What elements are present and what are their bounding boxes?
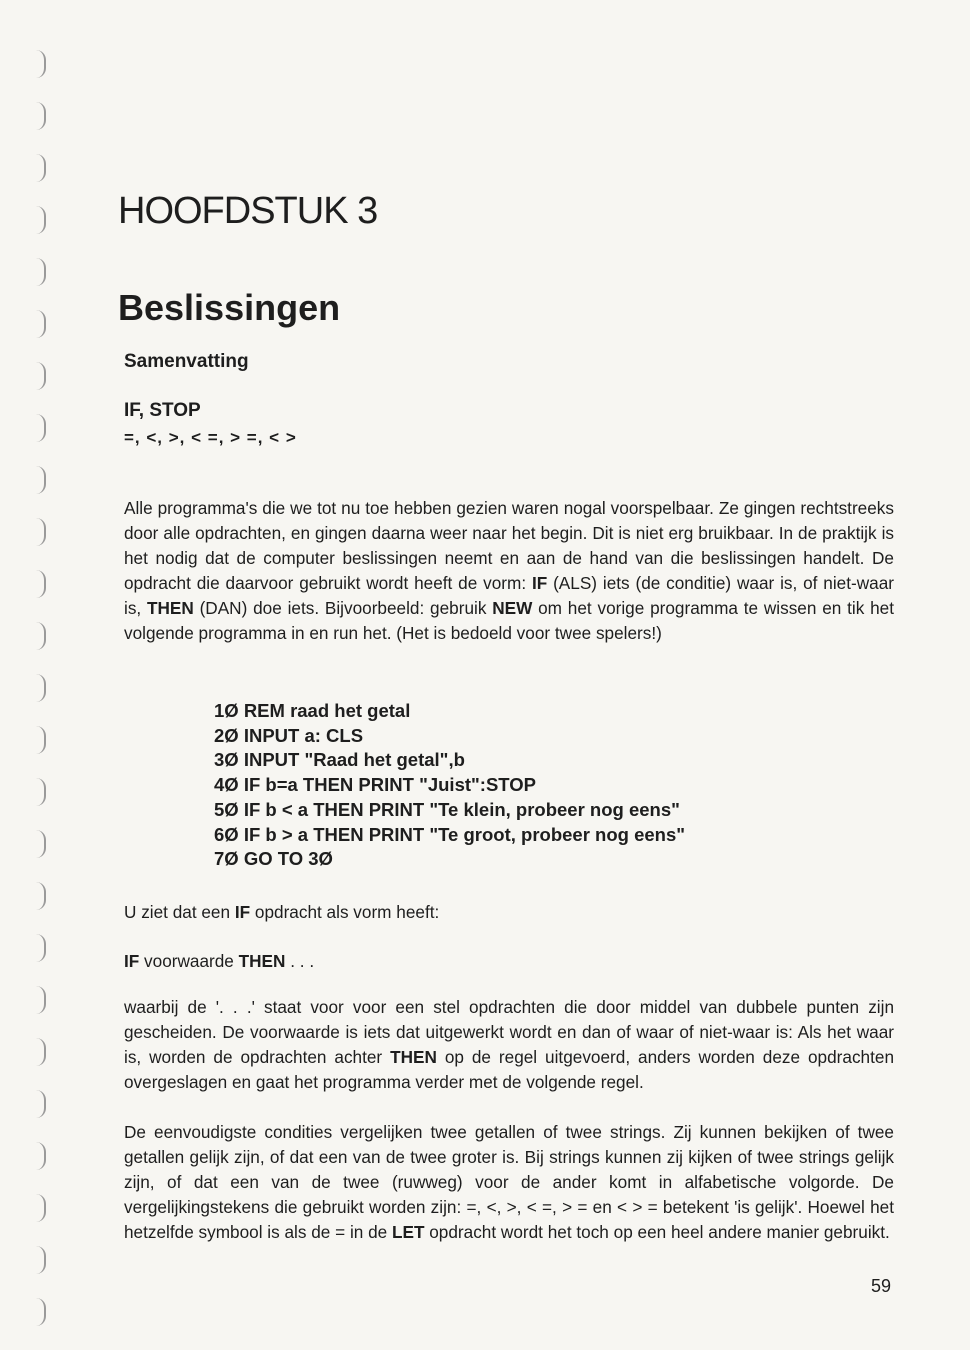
chapter-title: Beslissingen bbox=[118, 287, 341, 328]
code-line: 7Ø GO TO 3Ø bbox=[214, 848, 333, 870]
code-line: 6Ø IF b > a THEN PRINT "Te groot, probeer nog eens" bbox=[214, 823, 686, 845]
summary-keywords: IF, STOP bbox=[124, 400, 201, 421]
code-line: 1Ø REM raad het getal bbox=[214, 700, 411, 721]
code-line: 4Ø IF b=a THEN PRINT "Juist":STOP bbox=[214, 774, 536, 796]
summary-operators: =, <, >, < =, > =, < > bbox=[124, 428, 297, 447]
form-intro-paragraph: U ziet dat een IF opdracht als vorm heeft: bbox=[124, 902, 440, 922]
code-line: 3Ø INPUT "Raad het getal",b bbox=[214, 749, 465, 771]
form-syntax: IF voorwaarde THEN . . . bbox=[124, 951, 315, 971]
code-line: 2Ø INPUT a: CLS bbox=[214, 724, 364, 746]
chapter-heading: HOOFDSTUK 3 bbox=[118, 190, 378, 232]
code-listing bbox=[214, 699, 685, 872]
conditions-paragraph: De eenvoudigste condities vergelijken twee getallen of twee strings. Zij kunnen bekijken of twee getallen gelijk zijn, of dat een van de twee groter is. Bij strings kunnen zij kijken of twee strings gelijk zijn, of dat een van de twee (ruwweg) voor de ander komt in alfabetische volgorde. De vergelijkingstekens die gebruikt worden zijn: =, <, >, < =, > = en < > = betekent 'is gelijk'. Hoewel het hetzelfde symbool is als de = in de LET opdracht wordt het toch op een heel andere manier gebruikt. bbox=[124, 1122, 894, 1242]
page-number: 59 bbox=[871, 1276, 892, 1296]
code-line: 5Ø IF b < a THEN PRINT "Te klein, probeer nog eens" bbox=[214, 798, 680, 820]
summary-label: Samenvatting bbox=[124, 351, 249, 372]
intro-paragraph: Alle programma's die we tot nu toe hebben gezien waren nogal voorspelbaar. Ze gingen rechtstreeks door alle opdrachten, en gingen daarna weer naar het begin. Dit is niet erg bruikbaar. In de praktijk is het nodig dat de computer beslissingen neemt en aan de hand van die beslissingen handelt. De opdracht die daarvoor gebruikt wordt heeft de vorm: IF (ALS) iets (de conditie) waar is, of niet-waar is, THEN (DAN) doe iets. Bijvoorbeeld: gebruik NEW om het vorige programma te wissen en tik het volgende programma in en run het. (Het is bedoeld voor twee spelers!) bbox=[124, 498, 894, 643]
explain-paragraph: waarbij de '. . .' staat voor voor een stel opdrachten die door middel van dubbele punten zijn gescheiden. De voorwaarde is iets dat uitgewerkt wordt en dan of waar of niet-waar is: Als het waar is, worden de opdrachten achter THEN op de regel uitgevoerd, anders worden deze opdrachten overgeslagen en gaat het programma verder met de volgende regel. bbox=[124, 997, 894, 1092]
binding-holes bbox=[30, 40, 50, 1330]
